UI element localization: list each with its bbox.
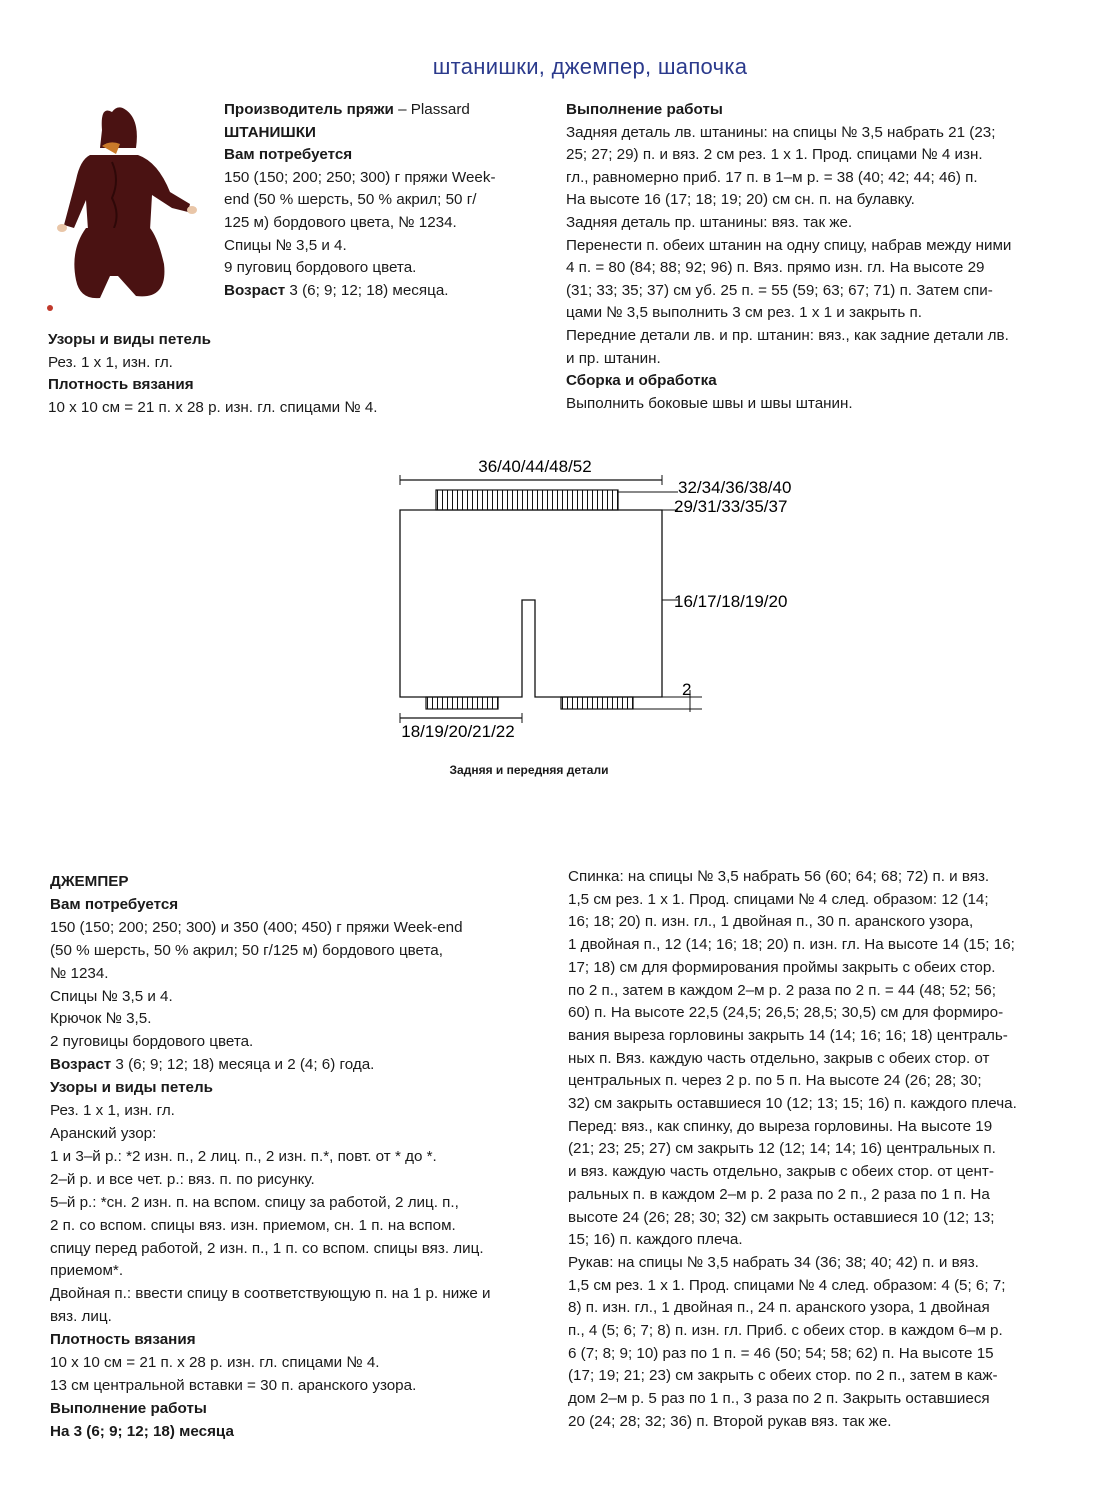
- pants-patterns: [48, 329, 518, 419]
- jumper-instructions-line: высоте 24 (26; 28; 30; 32) см закрыть оставшиеся 10 (12; 13;: [568, 1208, 995, 1226]
- pants-instructions: [566, 99, 1086, 415]
- jumper-shape: [64, 155, 190, 230]
- jumper-instructions-line: 32) см закрыть оставшиеся 10 (12; 13; 15; 16) п. каждого плеча.: [568, 1095, 1017, 1113]
- jumper-instructions-line: 17; 18) см для формирования проймы закрыть с обеих стор.: [568, 958, 996, 976]
- jumper-instructions-line: центральных п. через 2 р. по 5 п. На высоте 24 (26; 28; 30;: [568, 1072, 982, 1090]
- pants-patterns-line: Узоры и виды петель: [48, 331, 211, 348]
- pants-header: [224, 99, 564, 302]
- jumper-materials-line: Двойная п.: ввести спицу в соответствующую п. на 1 р. ниже и: [50, 1285, 491, 1303]
- pants-header-line: end (50 % шерсть, 50 % акрил; 50 г/: [224, 191, 477, 209]
- pants-instructions-line: На высоте 16 (17; 18; 19; 20) см сн. п. на булавку.: [566, 191, 915, 209]
- jumper-materials-line: 13 см центральной вставки = 30 п. аранского узора.: [50, 1376, 417, 1394]
- jumper-instructions-line: и вяз. каждую часть отдельно, закрыв с обеих стор. от цент-: [568, 1163, 994, 1181]
- jumper-materials-line: вяз. лиц.: [50, 1308, 112, 1326]
- jumper-instructions-line: 1,5 см рез. 1 х 1. Прод. спицами № 4 след. образом: 4 (5; 6; 7;: [568, 1276, 1006, 1294]
- jumper-instructions: [568, 866, 1088, 1434]
- jumper-instructions-line: 1 двойная п., 12 (14; 16; 18; 20) п. изн. гл. На высоте 14 (15; 16;: [568, 936, 1015, 954]
- pants-instructions-line: Выполнение работы: [566, 101, 723, 118]
- pants-instructions-line: Задняя деталь лв. штанины: на спицы № 3,5 набрать 21 (23;: [566, 123, 996, 141]
- jumper-instructions-line: 60) п. На высоте 22,5 (24,5; 26,5; 28,5; 30,5) см для формиро-: [568, 1004, 1004, 1022]
- jumper-materials-line: 2 п. со вспом. спицы вяз. изн. приемом, сн. 1 п. на вспом.: [50, 1216, 456, 1234]
- jumper-materials-line: 2 пуговицы бордового цвета.: [50, 1033, 254, 1051]
- jumper-instructions-line: 6 (7; 8; 9; 10) раз по 1 п. = 46 (50; 54; 58; 62) п. На высоте 15: [568, 1344, 994, 1362]
- pants-header-line: Возраст 3 (6; 9; 12; 18) месяца.: [224, 281, 449, 299]
- hand-left: [57, 224, 67, 232]
- pants-instructions-line: гл., равномерно приб. 17 п. в 1–м р. = 38 (40; 42; 44; 46) п.: [566, 168, 978, 186]
- jumper-materials-line: спицу перед работой, 2 изн. п., 1 п. со вспом. спицы вяз. лиц.: [50, 1239, 484, 1257]
- pants-header-line: 9 пуговиц бордового цвета.: [224, 259, 417, 277]
- jumper-instructions-line: 1,5 см рез. 1 х 1. Прод. спицами № 4 след. образом: 12 (14;: [568, 890, 989, 908]
- jumper-materials-line: (50 % шерсть, 50 % акрил; 50 г/125 м) бордового цвета,: [50, 941, 443, 959]
- jumper-materials-line: Спицы № 3,5 и 4.: [50, 987, 173, 1005]
- jumper-materials-line: 5–й р.: *сн. 2 изн. п. на вспом. спицу за работой, 2 лиц. п.,: [50, 1193, 459, 1211]
- top-width-label: 36/40/44/48/52: [478, 457, 592, 476]
- pants-instructions-line: 25; 27; 29) п. и вяз. 2 см рез. 1 х 1. Прод. спицами № 4 изн.: [566, 146, 983, 164]
- jumper-instructions-line: ных п. Вяз. каждую часть отдельно, закрыв с обеих стор. от: [568, 1049, 990, 1067]
- pants-header-line: 150 (150; 200; 250; 300) г пряжи Week-: [224, 168, 496, 186]
- pants-instructions-line: 4 п. = 80 (84; 88; 92; 96) п. Вяз. прямо изн. гл. На высоте 29: [566, 259, 985, 277]
- jumper-instructions-line: Спинка: на спицы № 3,5 набрать 56 (60; 64; 68; 72) п. и вяз.: [568, 868, 990, 885]
- jumper-materials-line: Плотность вязания: [50, 1331, 196, 1349]
- jumper-instructions-line: 8) п. изн. гл., 1 двойная п., 24 п. аранского узора, 1 двойная: [568, 1299, 990, 1317]
- pants-shape: [74, 228, 164, 298]
- leg-width-label: 18/19/20/21/22: [401, 722, 515, 741]
- pants-instructions-line: Передние детали лв. и пр. штанин: вяз., как задние детали лв.: [566, 326, 1009, 344]
- jumper-materials-line: Рез. 1 х 1, изн. гл.: [50, 1102, 175, 1120]
- jumper-materials-line: ДЖЕМПЕР: [50, 873, 129, 890]
- jumper-materials-line: 2–й р. и все чет. р.: вяз. п. по рисунку.: [50, 1170, 315, 1188]
- jumper-instructions-line: дом 2–м р. 5 раз по 1 п., 3 раза по 2 п. Закрыть оставшиеся: [568, 1390, 990, 1408]
- left-leg-rib: [426, 697, 498, 709]
- jumper-materials-line: Крючок № 3,5.: [50, 1010, 152, 1028]
- hand-right: [187, 206, 197, 214]
- pants-instructions-line: Задняя деталь пр. штанины: вяз. так же.: [566, 213, 853, 231]
- jumper-materials-line: № 1234.: [50, 964, 109, 982]
- jumper-materials-line: Вам потребуется: [50, 895, 179, 913]
- diagram-caption: Задняя и передняя детали: [449, 763, 609, 777]
- pants-instructions-line: Сборка и обработка: [566, 372, 717, 390]
- jumper-instructions-line: Перед: вяз., как спинку, до выреза горловины. На высоте 19: [568, 1117, 993, 1135]
- jumper-instructions-line: 20 (24; 28; 32; 36) п. Второй рукав вяз. так же.: [568, 1412, 892, 1430]
- pants-instructions-line: (31; 33; 35; 37) см уб. 25 п. = 55 (59; 63; 67; 71) п. Затем спи-: [566, 281, 993, 299]
- pants-patterns-line: 10 х 10 см = 21 п. х 28 р. изн. гл. спицами № 4.: [48, 398, 378, 416]
- jumper-instructions-line: (21; 23; 25; 27) см закрыть 12 (12; 14; 14; 16) центральных п.: [568, 1140, 996, 1158]
- jumper-materials-line: Узоры и виды петель: [50, 1079, 213, 1097]
- jumper-materials-line: Выполнение работы: [50, 1399, 207, 1417]
- jumper-materials-line: На 3 (6; 9; 12; 18) месяца: [50, 1422, 234, 1440]
- body-outline: [400, 510, 662, 697]
- jumper-instructions-line: Рукав: на спицы № 3,5 набрать 34 (36; 38; 40; 42) п. и вяз.: [568, 1253, 979, 1271]
- pants-instructions-line: Перенести п. обеих штанин на одну спицу, набрав между ними: [566, 236, 1012, 254]
- jumper-materials-line: Аранский узор:: [50, 1124, 157, 1142]
- jumper-instructions-line: п., 4 (5; 6; 7; 8) п. изн. гл. Приб. с обеих стор. в каждом 6–м р.: [568, 1322, 1003, 1340]
- jumper-materials-line: 150 (150; 200; 250; 300) и 350 (400; 450) г пряжи Week-end: [50, 918, 463, 936]
- pants-instructions-line: цами № 3,5 выполнить 3 см рез. 1 х 1 и закрыть п.: [566, 304, 922, 322]
- pants-instructions-line: Выполнить боковые швы и швы штанин.: [566, 394, 853, 412]
- body-top-label: 29/31/33/35/37: [674, 497, 788, 516]
- right-leg-rib: [561, 697, 633, 709]
- jumper-materials-line: Возраст 3 (6; 9; 12; 18) месяца и 2 (4; 6) года.: [50, 1056, 375, 1074]
- top-rib-band: [436, 490, 618, 510]
- accent-dot: [47, 305, 53, 311]
- jumper-instructions-line: 16; 18; 20) п. изн. гл., 1 двойная п., 30 п. аранского узора,: [568, 913, 974, 931]
- jumper-materials-line: 10 х 10 см = 21 п. х 28 р. изн. гл. спицами № 4.: [50, 1354, 380, 1372]
- pants-header-line: Вам потребуется: [224, 146, 353, 164]
- jumper-materials: [50, 871, 550, 1444]
- jumper-instructions-line: вания выреза горловины закрыть 14 (14; 16; 16; 18) централь-: [568, 1026, 1008, 1044]
- pants-instructions-line: и пр. штанин.: [566, 349, 661, 367]
- pants-header-line: Спицы № 3,5 и 4.: [224, 236, 347, 254]
- rib-bottom-label: 2: [682, 680, 692, 699]
- jumper-materials-line: 1 и 3–й р.: *2 изн. п., 2 лиц. п., 2 изн. п.*, повт. от * до *.: [50, 1147, 437, 1165]
- pants-patterns-line: Рез. 1 х 1, изн. гл.: [48, 353, 173, 371]
- rib-top-label: 32/34/36/38/40: [678, 478, 792, 497]
- hat-shape: [100, 107, 137, 148]
- jumper-instructions-line: 15; 16) п. каждого плеча.: [568, 1231, 743, 1249]
- jumper-materials-line: приемом*.: [50, 1262, 124, 1280]
- pants-header-line: 125 м) бордового цвета, № 1234.: [224, 213, 457, 231]
- jumper-instructions-line: ральных п. в каждом 2–м р. 2 раза по 2 п., 2 раза по 1 п. На: [568, 1185, 990, 1203]
- leg-height-label: 16/17/18/19/20: [674, 592, 788, 611]
- page-title: штанишки, джемпер, шапочка: [432, 54, 748, 79]
- pants-patterns-line: Плотность вязания: [48, 376, 194, 394]
- outfit-photo: [40, 100, 220, 315]
- jumper-instructions-line: (17; 19; 21; 23) см закрыть с обеих стор. по 2 п., затем в каж-: [568, 1367, 998, 1385]
- pants-schematic: [380, 450, 830, 750]
- pants-header-line: ШТАНИШКИ: [224, 123, 316, 141]
- jumper-instructions-line: по 2 п., затем в каждом 2–м р. 2 раза по 2 п. = 44 (48; 52; 56;: [568, 981, 996, 999]
- pants-header-line: Производитель пряжи – Plassard: [224, 101, 470, 118]
